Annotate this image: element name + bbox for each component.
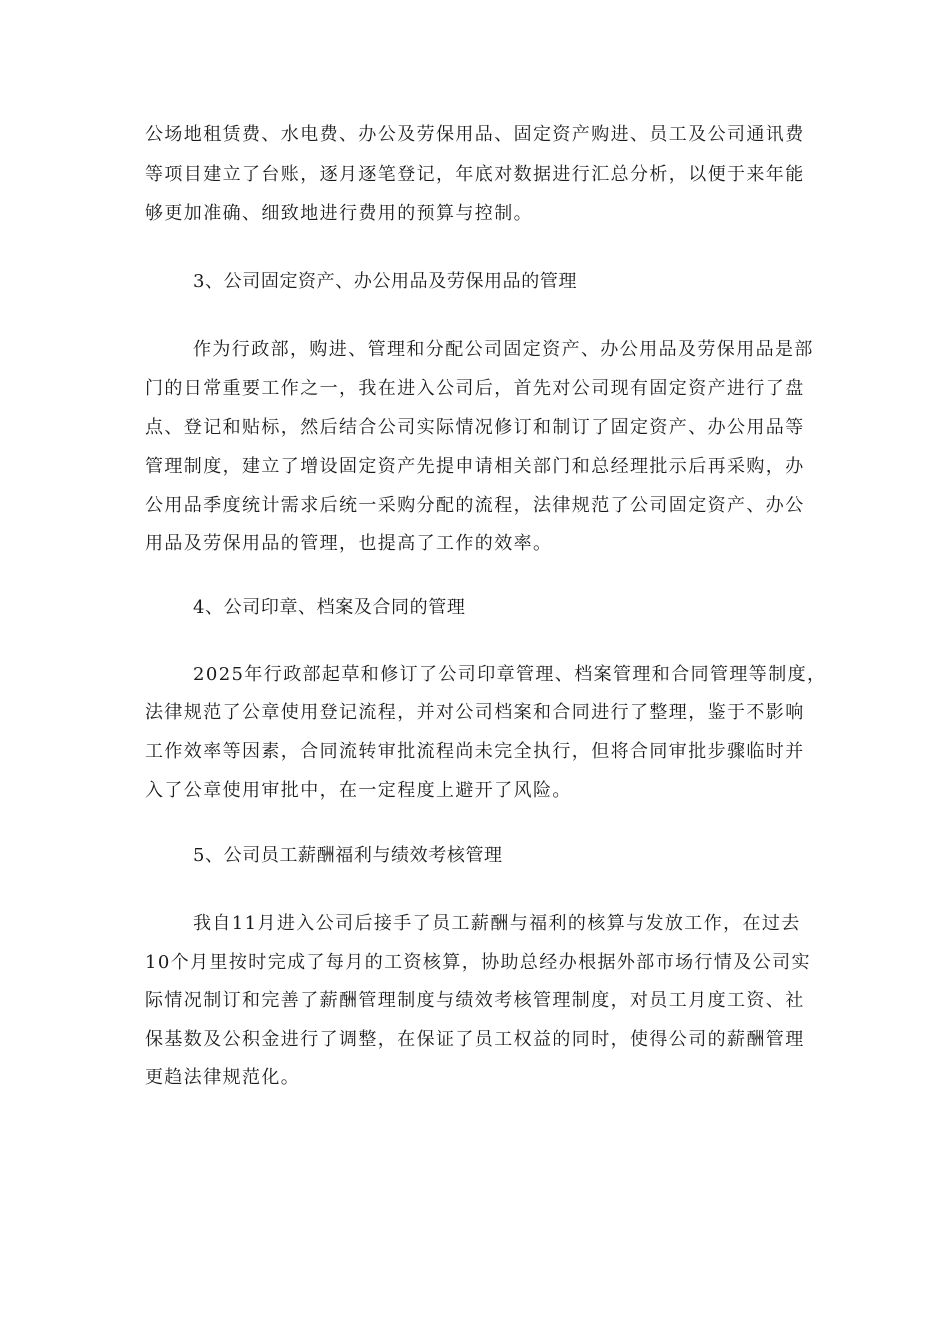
paragraph-line: 我自11月进入公司后接手了员工薪酬与福利的核算与发放工作，在过去 bbox=[193, 913, 801, 934]
paragraph-line: 工作效率等因素，合同流转审批流程尚未完全执行，但将合同审批步骤临时并 bbox=[145, 741, 805, 762]
paragraph-line: 作为行政部，购进、管理和分配公司固定资产、办公用品及劳保用品是部 bbox=[193, 339, 814, 360]
paragraph-line: 际情况制订和完善了薪酬管理制度与绩效考核管理制度，对员工月度工资、社 bbox=[145, 990, 805, 1011]
paragraph-line: 入了公章使用审批中，在一定程度上避开了风险。 bbox=[145, 780, 572, 801]
paragraph-line: 2025年行政部起草和修订了公司印章管理、档案管理和合同管理等制度， bbox=[193, 664, 827, 685]
paragraph-line: 公用品季度统计需求后统一采购分配的流程，法律规范了公司固定资产、办公 bbox=[145, 495, 805, 516]
paragraph-line: 点、登记和贴标，然后结合公司实际情况修订和制订了固定资产、办公用品等 bbox=[145, 417, 805, 438]
paragraph-line: 10个月里按时完成了每月的工资核算，协助总经办根据外部市场行情及公司实 bbox=[145, 952, 811, 973]
paragraph-line: 够更加准确、细致地进行费用的预算与控制。 bbox=[145, 203, 533, 224]
paragraph-line: 法律规范了公章使用登记流程，并对公司档案和合同进行了整理，鉴于不影响 bbox=[145, 702, 805, 723]
paragraph-line: 更趋法律规范化。 bbox=[145, 1067, 301, 1088]
paragraph-line: 用品及劳保用品的管理，也提高了工作的效率。 bbox=[145, 533, 553, 554]
paragraph-line: 公场地租赁费、水电费、办公及劳保用品、固定资产购进、员工及公司通讯费 bbox=[145, 124, 805, 145]
paragraph-line: 保基数及公积金进行了调整，在保证了员工权益的同时，使得公司的薪酬管理 bbox=[145, 1029, 805, 1050]
section-heading: 3、公司固定资产、办公用品及劳保用品的管理 bbox=[193, 271, 578, 292]
paragraph-line: 等项目建立了台账，逐月逐笔登记，年底对数据进行汇总分析，以便于来年能 bbox=[145, 164, 805, 185]
section-heading: 5、公司员工薪酬福利与绩效考核管理 bbox=[193, 845, 503, 866]
paragraph-line: 门的日常重要工作之一，我在进入公司后，首先对公司现有固定资产进行了盘 bbox=[145, 378, 805, 399]
paragraph-line: 管理制度，建立了增设固定资产先提申请相关部门和总经理批示后再采购，办 bbox=[145, 456, 805, 477]
section-heading: 4、公司印章、档案及合同的管理 bbox=[193, 597, 466, 618]
